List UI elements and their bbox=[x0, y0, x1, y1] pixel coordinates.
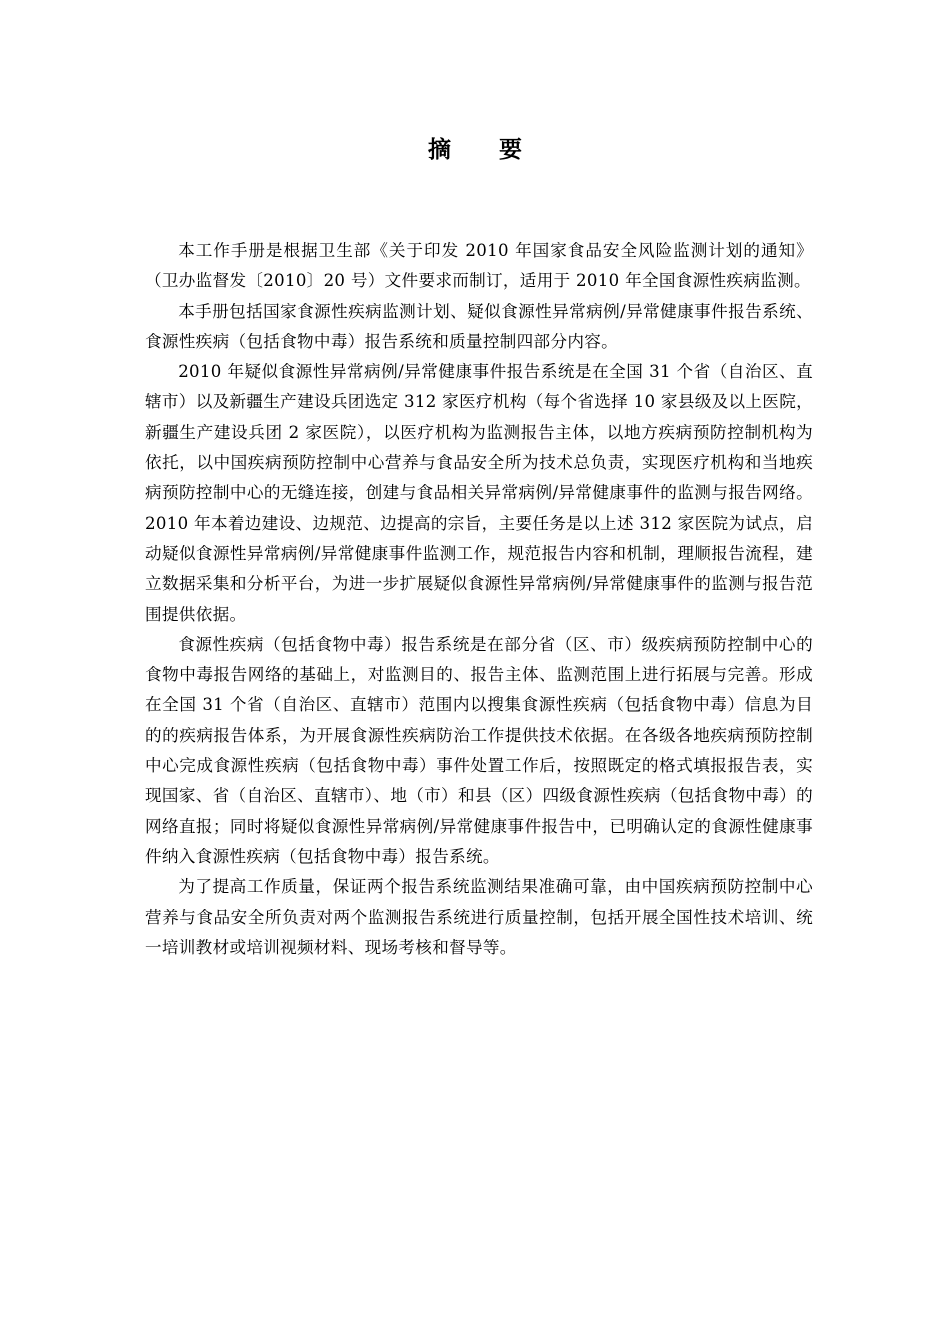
paragraph-abnormal-case-system: 2010 年疑似食源性异常病例/异常健康事件报告系统是在全国 31 个省（自治区、直辖市）以及新疆生产建设兵团选定 312 家医疗机构（每个省选择 10 家县级及以上医院，新疆生产建设兵团 2 家医院），以医疗机构为监测报告主体，以地方疾病预防控制机构为依托，以中国疾病预防控制中心营养与食品安全所为技术总负责，实现医疗机构和当地疾病预防控制中心的无缝连接，创建与食品相关异常病例/异常健康事件的监测与报告网络。2010 年本着边建设、边规范、边提高的宗旨，主要任务是以上述 312 家医院为试点，启动疑似食源性异常病例/异常健康事件监测工作，规范报告内容和机制，理顺报告流程，建立数据采集和分析平台，为进一步扩展疑似食源性异常病例/异常健康事件的监测与报告范围提供依据。 bbox=[145, 362, 813, 624]
paragraph-contents: 本手册包括国家食源性疾病监测计划、疑似食源性异常病例/异常健康事件报告系统、食源性疾病（包括食物中毒）报告系统和质量控制四部分内容。 bbox=[145, 301, 813, 351]
paragraph-purpose: 本工作手册是根据卫生部《关于印发 2010 年国家食品安全风险监测计划的通知》（卫办监督发〔2010〕20 号）文件要求而制订，适用于 2010 年全国食源性疾病监测。 bbox=[145, 241, 813, 291]
paragraph-quality-control: 为了提高工作质量，保证两个报告系统监测结果准确可靠，由中国疾病预防控制中心营养与食品安全所负责对两个监测报告系统进行质量控制，包括开展全国性技术培训、统一培训教材或培训视频材料、现场考核和督导等。 bbox=[145, 877, 813, 957]
document-body bbox=[145, 236, 813, 963]
paragraph-foodborne-disease-system: 食源性疾病（包括食物中毒）报告系统是在部分省（区、市）级疾病预防控制中心的食物中毒报告网络的基础上，对监测目的、报告主体、监测范围上进行拓展与完善。形成在全国 31 个省（自治区、直辖市）范围内以搜集食源性疾病（包括食物中毒）信息为目的的疾病报告体系，为开展食源性疾病防治工作提供技术依据。在各级各地疾病预防控制中心完成食源性疾病（包括食物中毒）事件处置工作后，按照既定的格式填报报告表，实现国家、省（自治区、直辖市）、地（市）和县（区）四级食源性疾病（包括食物中毒）的网络直报；同时将疑似食源性异常病例/异常健康事件报告中，已明确认定的食源性健康事件纳入食源性疾病（包括食物中毒）报告系统。 bbox=[145, 634, 813, 866]
page-title: 摘 要 bbox=[427, 136, 542, 163]
